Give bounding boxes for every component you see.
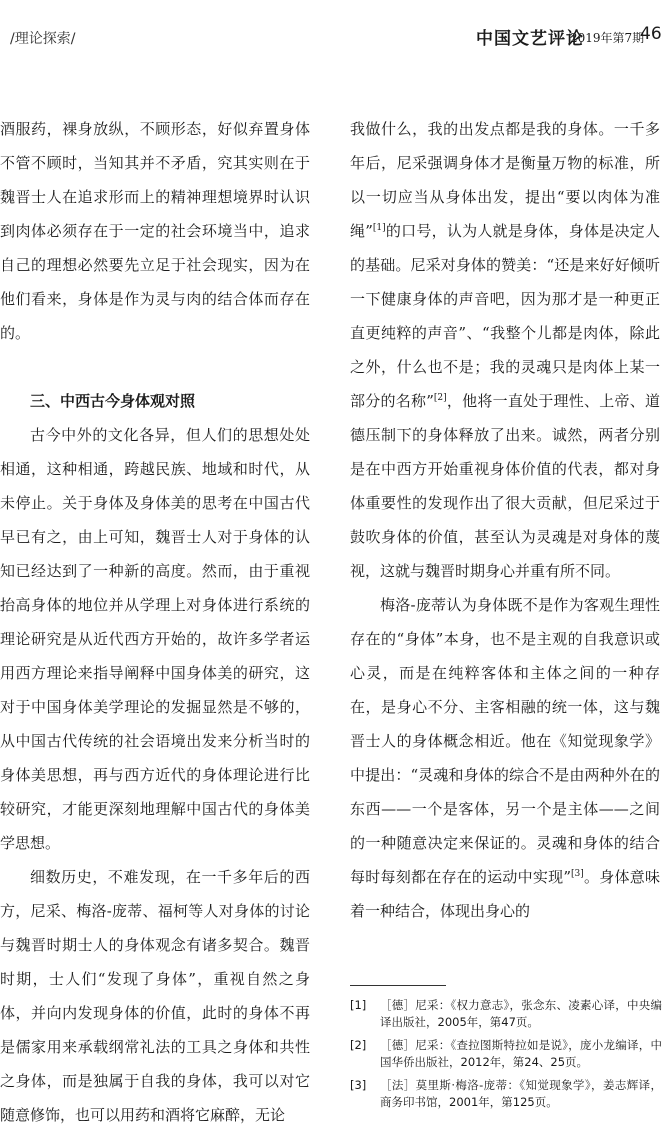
section-gap <box>0 350 310 384</box>
text-run: 梅洛-庞蒂认为身体既不是作为客观生理性存在的“身体”本身，也不是主观的自我意识或心灵，而是在纯粹客体和主体之间的一种存在，是身心不分、主客相融的统一体，这与魏晋士人的身体概念相近。他在《知觉现象学》中提出：“灵魂和身体的综合不是由两种外在的东西——一个是客体，另一个是主体——之间的一种随意决定来保证的。灵魂和身体的结合每时每刻都在存在的运动中实现” <box>350 596 660 886</box>
footnote-ref: [1] <box>372 223 386 233</box>
section-heading: 三、中西古今身体观对照 <box>30 392 196 410</box>
paragraph-continued <box>350 112 660 588</box>
footnote <box>350 1077 662 1111</box>
footnote-text: ［德］尼采：《权力意志》，张念东、凌素心译，中央编译出版社，2005年，第47页。 <box>380 998 662 1029</box>
issue-label: 2019年第7期 <box>570 31 645 45</box>
text-run: 我做什么，我的出发点都是我的身体。一千多年后，尼采强调身体才是衡量万物的标准，所以一切应当从身体出发，提出“要以肉体为准绳” <box>350 120 660 240</box>
footnote <box>350 997 662 1031</box>
footnote-ref: [2] <box>433 393 447 403</box>
right-column <box>350 112 660 928</box>
paragraph-continued: 酒服药，裸身放纵，不顾形态，好似弃置身体不管不顾时，当知其并不矛盾，究其实则在于魏晋士人在追求形而上的精神理想境界时认识到肉体必须存在于一定的社会环境当中，追求自己的理想必然要先立足于社会现实，因为在他们看来，身体是作为灵与肉的结合体而存在的。 <box>0 120 310 342</box>
footnote-label: [1] <box>350 998 367 1012</box>
text-run: ，他将一直处于理性、上帝、道德压制下的身体释放了出来。诚然，两者分别是在中西方开始重视身体价值的代表，都对身体重要性的发现作出了很大贡献，但尼采过于鼓吹身体的价值，甚至认为灵魂是对身体的蔑视，这就与魏晋时期身心并重有所不同。 <box>350 392 660 580</box>
text-run: 。身体意味着一种结合，体现出身心的 <box>350 868 660 920</box>
footnote-text: ［德］尼采：《查拉图斯特拉如是说》，庞小龙编译，中国华侨出版社，2012年，第24、25页。 <box>380 1038 662 1069</box>
footnote-label: [3] <box>350 1078 367 1092</box>
footnotes <box>350 997 662 1117</box>
footnote <box>350 1037 662 1071</box>
footnote-ref: [3] <box>571 869 584 879</box>
page-header <box>0 0 669 70</box>
paragraph <box>350 588 660 928</box>
left-column <box>0 112 310 1132</box>
text-run: 的口号，认为人就是身体，身体是决定人的基础。尼采对身体的赞美：“还是来好好倾听一下健康身体的声音吧，因为那才是一种更正直更纯粹的声音”、“我整个儿都是肉体，除此之外，什么也不是；我的灵魂只是肉体上某一部分的名称” <box>350 222 660 410</box>
paragraph: 细数历史，不难发现，在一千多年后的西方，尼采、梅洛-庞蒂、福柯等人对身体的讨论与魏晋时期士人的身体观念有诸多契合。魏晋时期，士人们“发现了身体”，重视自然之身体，并向内发现身体的价值，此时的身体不再是儒家用来承载纲常礼法的工具之身体和共性之身体，而是独属于自我的身体，我可以对它随意修饰，也可以用药和酒将它麻醉，无论 <box>0 868 310 1124</box>
paragraph: 古今中外的文化各异，但人们的思想处处相通，这种相通，跨越民族、地域和时代，从未停止。关于身体及身体美的思考在中国古代早已有之，由上可知，魏晋士人对于身体的认知已经达到了一种新的高度。然而，由于重视抬高身体的地位并从学理上对身体进行系统的理论研究是从近代西方开始的，故许多学者运用西方理论来指导阐释中国身体美的研究，这对于中国身体美学理论的发掘显然是不够的，从中国古代传统的社会语境出发来分析当时的身体美思想，再与西方近代的身体理论进行比较研究，才能更深刻地理解中国古代的身体美学思想。 <box>0 426 310 852</box>
footnote-divider <box>350 985 446 986</box>
footnote-text: ［法］莫里斯·梅洛-庞蒂：《知觉现象学》，姜志辉译，商务印书馆，2001年，第125页。 <box>380 1078 662 1109</box>
section-tag: /理论探索/ <box>10 31 76 47</box>
footnote-label: [2] <box>350 1038 367 1052</box>
journal-title: 中国文艺评论 <box>476 29 584 49</box>
page-number: 46 <box>640 24 662 44</box>
